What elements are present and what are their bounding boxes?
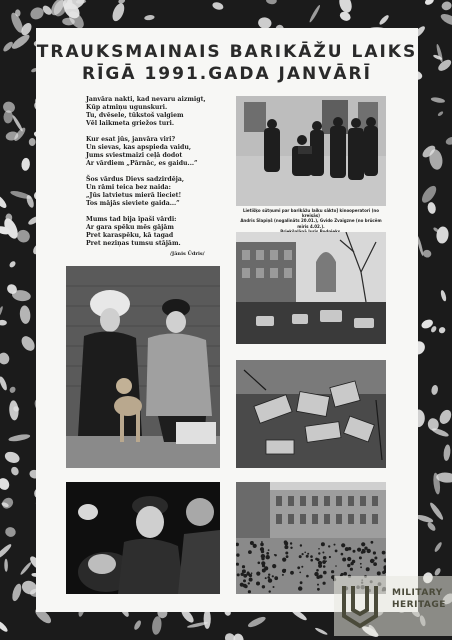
crowd-person (299, 555, 302, 558)
crowd-person (335, 550, 338, 553)
photo-street-cars (236, 232, 386, 344)
poem-line: Mums tad bija īpaši vārdi: (86, 216, 177, 223)
crowd-person (256, 572, 260, 576)
caption-line: Lietišķo sūtņumi par barikāžu laiku sākto] kinooperatori (no kreisās) (242, 208, 380, 219)
crowd-person (274, 576, 278, 580)
crowd-person (307, 553, 309, 555)
crowd-person (262, 569, 266, 573)
crowd-person (282, 558, 286, 562)
crowd-person (249, 574, 252, 577)
poem-stanza (86, 176, 236, 208)
crowd-person (341, 543, 345, 547)
crowd-person (243, 579, 246, 582)
crowd-person (300, 544, 302, 546)
photo-caption (236, 208, 386, 234)
crowd-person (262, 548, 264, 550)
crowd-person (282, 574, 284, 576)
crowd-person (275, 554, 277, 556)
poem-author: /Jānis Ūdris/ (170, 251, 205, 257)
crowd-person (373, 562, 377, 566)
crowd-person (261, 557, 264, 560)
crowd-person (366, 567, 370, 571)
logo-text-line1: MILITARY (392, 588, 443, 598)
crowd-person (334, 544, 336, 546)
crowd-person (310, 559, 313, 562)
poem-stanza (86, 136, 236, 168)
crowd-person (290, 571, 294, 575)
crowd-person (268, 578, 272, 582)
photo-barricade-vehicles (236, 360, 386, 468)
poem-line: „Jūs latvietus mierā lieciet! (86, 192, 182, 199)
crowd-person (350, 562, 353, 565)
crowd-person (310, 555, 313, 558)
crowd-person (297, 566, 300, 569)
poem-line: Tu, dvēsele, tūkstoš valgiem (86, 112, 184, 119)
crowd-person (323, 556, 327, 560)
crowd-person (323, 562, 325, 564)
crowd-person (285, 552, 288, 555)
crowd-person (262, 564, 265, 567)
crowd-person (316, 569, 319, 572)
crowd-person (243, 584, 247, 588)
crowd-person (319, 575, 323, 579)
crowd-person (286, 555, 289, 558)
poem-line: Un rāmi teica bez naida: (86, 184, 171, 191)
crowd-person (321, 542, 325, 546)
crowd-person (249, 578, 253, 582)
crowd-person (265, 577, 267, 579)
crowd-person (342, 558, 346, 562)
crowd-person (317, 588, 320, 591)
crowd-person (371, 541, 374, 544)
crowd-person (242, 565, 245, 568)
crowd-person (335, 565, 337, 567)
crowd-person (382, 571, 385, 574)
photo-women-with-dog (66, 266, 220, 468)
crowd-person (341, 553, 344, 556)
crowd-person (237, 573, 240, 576)
crowd-person (343, 572, 347, 576)
crowd-person (359, 556, 362, 559)
crowd-person (304, 552, 306, 554)
poem-line: Kūp atmiņu ugunskuri. (86, 104, 168, 111)
crowd-person (318, 552, 320, 554)
crowd-person (377, 571, 381, 575)
crowd-person (360, 566, 362, 568)
poem-stanza (86, 96, 236, 128)
crowd-person (290, 547, 292, 549)
military-heritage-logo-icon (340, 580, 380, 630)
crowd-person (347, 557, 351, 561)
poem-line: Pret karaspēku, kā tagad (86, 232, 174, 239)
crowd-person (248, 582, 250, 584)
crowd-person (360, 563, 362, 565)
crowd-person (248, 550, 252, 554)
crowd-person (284, 540, 288, 544)
crowd-person (284, 545, 288, 549)
crowd-person (374, 557, 377, 560)
crowd-person (314, 572, 318, 576)
crowd-person (306, 555, 309, 558)
crowd-person (317, 584, 319, 586)
crowd-person (328, 545, 330, 547)
crowd-person (299, 572, 301, 574)
crowd-person (266, 552, 269, 555)
crowd-person (318, 548, 320, 550)
crowd-person (357, 548, 361, 552)
poem-line: Šos vārdus Dievs sadzirdēja, (86, 176, 185, 183)
crowd-person (370, 559, 374, 563)
crowd-person (266, 555, 270, 559)
crowd-person (329, 556, 331, 558)
crowd-person (284, 569, 286, 571)
crowd-person (236, 553, 239, 556)
crowd-person (262, 585, 265, 588)
poem-line: Pret neziņas tumsu stājām. (86, 240, 181, 247)
crowd-person (323, 565, 326, 568)
crowd-person (300, 581, 303, 584)
crowd-person (306, 575, 309, 578)
poem-line: Ar vārdiem „Pārnāc, es gaidu...” (86, 160, 198, 167)
poem-line: Kur esat jūs, janvāra viri? (86, 136, 176, 143)
crowd-person (323, 571, 327, 575)
poster-title-line1: TRAUKSMAINAIS BARIKĀŽU LAIKS (36, 42, 418, 62)
poem-line: Janvāra nakti, kad nevaru aizmigt, (86, 96, 206, 103)
crowd-person (317, 559, 319, 561)
crowd-person (268, 549, 270, 551)
poem-line: Vēl laikmeta griežos turi. (86, 120, 175, 127)
logo-text-line2: HERITAGE (392, 600, 446, 610)
crowd-person (251, 572, 253, 574)
crowd-person (268, 574, 270, 576)
crowd-person (353, 550, 356, 553)
crowd-person (318, 561, 322, 565)
poster-title-line2: RĪGĀ 1991.GADA JANVĀRĪ (82, 64, 372, 84)
poem-line: Ar gara spēku mēs gājām (86, 224, 174, 231)
crowd-person (322, 552, 324, 554)
crowd-person (362, 549, 366, 553)
crowd-person (256, 582, 260, 586)
poem-line: Tos mājās sieviete gaida...” (86, 200, 180, 207)
crowd-person (248, 590, 251, 593)
crowd-person (241, 573, 244, 576)
crowd-person (261, 550, 264, 553)
crowd-person (269, 590, 271, 592)
crowd-person (273, 586, 275, 588)
crowd-person (373, 551, 376, 554)
crowd-person (350, 568, 353, 571)
poem-stanza (86, 216, 236, 248)
crowd-person (382, 551, 386, 555)
crowd-person (347, 564, 350, 567)
crowd-person (345, 547, 349, 551)
crowd-person (325, 560, 327, 562)
crowd-person (298, 586, 302, 590)
crowd-person (258, 562, 261, 565)
crowd-person (267, 576, 270, 579)
crowd-person (260, 543, 264, 547)
poem-line: Un sievas, kas apspieda vaidu, (86, 144, 192, 151)
caption-line: Andris Slapiņš (nogalināts 20.01.), Gvido Zvaigzne (no brūcēm miris 4.02.). (240, 218, 382, 229)
crowd-person (331, 570, 334, 573)
crowd-person (290, 542, 292, 544)
poem (86, 96, 236, 256)
crowd-person (367, 549, 371, 553)
photo-cameramen (236, 96, 386, 206)
crowd-person (253, 544, 257, 548)
crowd-person (272, 575, 274, 577)
crowd-person (272, 564, 276, 568)
crowd-person (301, 566, 303, 568)
crowd-person (323, 582, 326, 585)
photo-men-night (66, 482, 220, 594)
crowd-person (302, 553, 304, 555)
crowd-person (361, 542, 365, 546)
poem-line: Jums sviestmaizi ceļā dodot (86, 152, 183, 159)
